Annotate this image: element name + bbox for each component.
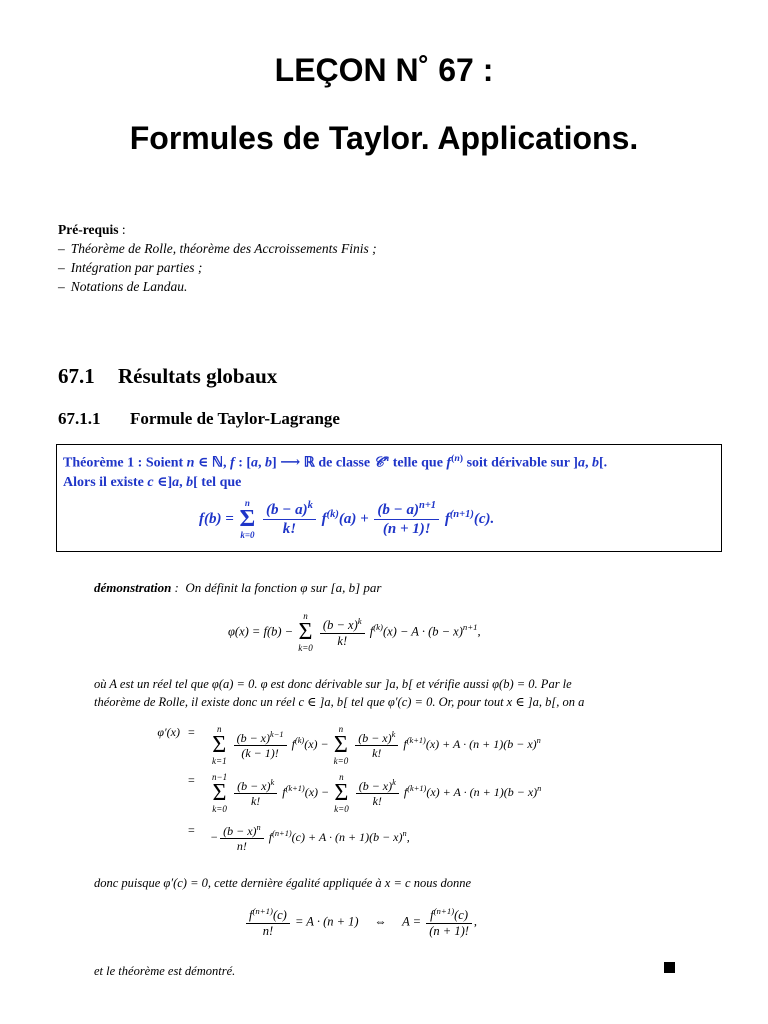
section-number: 67.1 [58, 364, 95, 388]
demonstration-paragraph-2: donc puisque φ′(c) = 0, cette dernière égalité appliquée à x = c nous donne [94, 876, 471, 890]
lesson-title: LEÇON N˚ 67 : [274, 52, 494, 88]
document-page: LEÇON N˚ 67 : Formules de Taylor. Applications. Pré-requis : – Théorème de Rolle, théorème des Accroissements Finis ; – Intégration par parties ; – Notations de Landau. 67.1 Résultats globaux 67.1.1 Formule de Taylor-Lagrange Théorème 1 : Soient n ∈ ℕ, f : [a, b] ⟶ ℝ de classe 𝒞$^n$ telle que $f^{(n)}$ soit dérivable sur ]a, b[. Alors il existe c ∈]a, b[ tel que f(b) = n Σ k=0 $\frac{(b - a)^k}{k!}$ $f^{(k)}(a)$ + $\frac{(b - a)^{n+1}}{(n + 1)!}$ $f^{(n+1)}(c)$. démonstration : On définit la fonction φ sur [a, b] par φ(x) = f(b) − n Σ k=0 $\frac{(b - x)^k}{k!}$ $f^{(k)}(x) - A \cdot (b - x)^{n+1}$, où A est un réel tel que φ(a) = 0. φ est donc dérivable sur ]a, b[ et vérifie aussi φ(b) = 0. Par le théorème de Rolle, il existe donc un réel c ∈ ]a, b[ tel que φ′(c) = 0. Or, pour tout x ∈ ]a, b[, on a φ′(x) = n Σ k=1 $\frac{(b - x)^{k-1}}{(k - 1)!}$ $f^{(k)}(x)$ − n Σ k=0 $\frac{(b - x)^k}{k!}$ $f^{(k+1)}(x) + A \cdot (n + 1)(b - x)^n$ = n−1 Σ k=0 $\frac{(b - x)^k}{k!}$ $f^{(k+1)}(x)$ − n Σ k=0 $\frac{(b - x)^k}{k!}$ $f^{(k+1)}(x) + A \cdot (n + 1)(b - x)^n$ = − $\frac{(b - x)^n}{n!}$ $f^{(n+1)}(c) + A \cdot (n + 1)(b - x)^n$, donc puisque φ′(c) = 0, cette dernière égalité appliquée à x = c nous donne $\frac{f^{(n+1)}(c)}{n!}$ = A · (n + 1) ⇔ A = $\frac{f^{(n+1)}(c)}{(n + 1)!}$ , et le théorème est démontré. [0, 0, 768, 1024]
demonstration-intro: démonstration : On définit la fonction φ sur [a, b] par [94, 580, 382, 595]
prerequisite-item: – Théorème de Rolle, théorème des Accroissements Finis ; [58, 241, 377, 256]
subsection-heading [58, 409, 340, 429]
phi-definition: φ(x) = f(b) − n Σ k=0 $\frac{(b - x)^k}{k!}$ $f^{(k)}(x) - A \cdot (b - x)^{n+1}$, [228, 611, 481, 653]
theorem-statement: Théorème 1 : Soient n ∈ ℕ, f : [a, b] ⟶ ℝ de classe 𝒞$^n$ telle que $f^{(n)}$ soit dérivable sur ]a, b[. Alors il existe c ∈]a, b[ tel que [63, 453, 608, 490]
theorem-box [56, 444, 722, 552]
prerequisites-block [58, 220, 377, 296]
constant-A-equation: $\frac{f^{(n+1)}(c)}{n!}$ = A · (n + 1) ⇔ A = $\frac{f^{(n+1)}(c)}{(n + 1)!}$ , [244, 906, 477, 939]
prerequisites-heading: Pré-requis : [58, 222, 126, 237]
section-heading [58, 364, 277, 389]
taylor-lagrange-formula: f(b) = n Σ k=0 $\frac{(b - a)^k}{k!}$ $f^{(k)}(a)$ + $\frac{(b - a)^{n+1}}{(n + 1)!}$ $f^{(n+1)}(c)$. [199, 498, 495, 540]
qed-square-icon [664, 962, 675, 973]
demonstration-conclusion: et le théorème est démontré. [94, 964, 236, 978]
theorem-label: Théorème 1 : [63, 455, 143, 471]
section-title: Résultats globaux [118, 364, 278, 388]
prerequisite-item: – Notations de Landau. [58, 279, 188, 294]
subsection-number: 67.1.1 [58, 409, 101, 428]
subsection-title: Formule de Taylor-Lagrange [130, 409, 340, 428]
prerequisite-item: – Intégration par parties ; [58, 260, 203, 275]
lesson-subtitle: Formules de Taylor. Applications. [129, 120, 639, 156]
demonstration-paragraph-1: où A est un réel tel que φ(a) = 0. φ est donc dérivable sur ]a, b[ et vérifie aussi φ(b) = 0. Par le théorème de Rolle, il existe donc un réel c ∈ ]a, b[ tel que φ′(c) = 0. Or, pour tout x ∈ ]a, b[, on a [94, 677, 585, 709]
